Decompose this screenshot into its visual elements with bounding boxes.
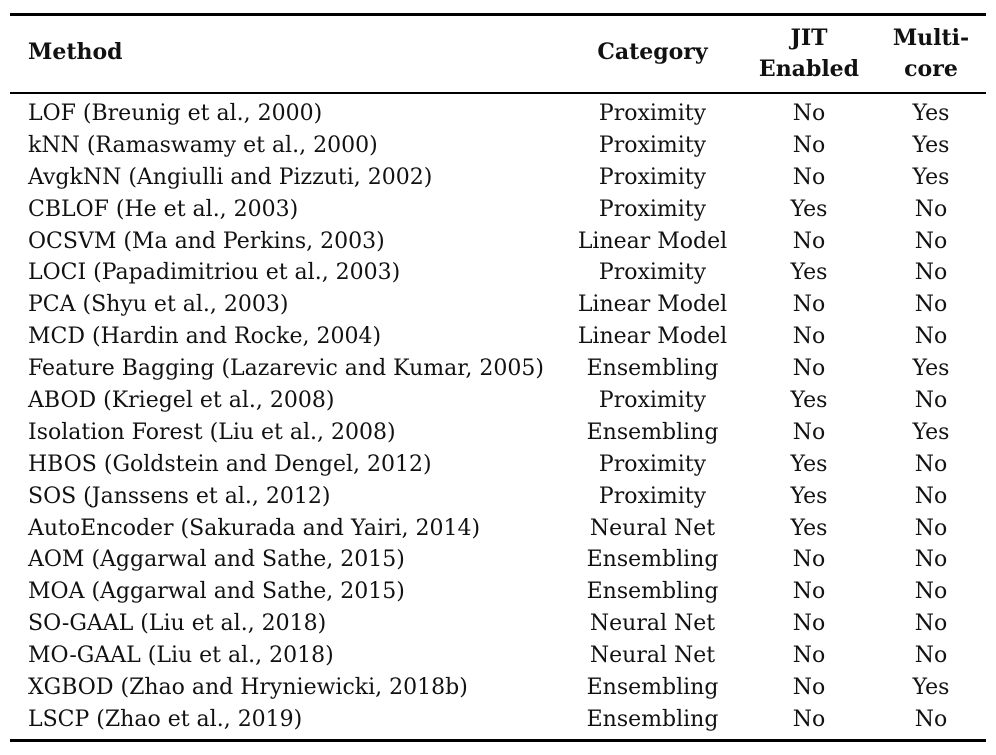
method-cell: MCD (Hardin and Rocke, 2004) xyxy=(28,324,382,350)
method-cell: kNN (Ramaswamy et al., 2000) xyxy=(28,132,378,158)
category-cell: Proximity xyxy=(598,260,707,286)
multicore-cell: Yes xyxy=(912,675,950,701)
multicore-cell: No xyxy=(914,388,948,414)
category-cell: Proximity xyxy=(598,388,707,414)
category-cell: Ensembling xyxy=(586,547,719,573)
header-category: Category xyxy=(597,39,708,65)
multicore-cell: Yes xyxy=(912,419,950,445)
table-row xyxy=(0,513,996,545)
header-multicore-line1: Multi- xyxy=(892,25,970,51)
jit-cell: Yes xyxy=(790,483,828,509)
category-cell: Ensembling xyxy=(586,675,719,701)
category-cell: Proximity xyxy=(598,164,707,190)
category-cell: Proximity xyxy=(598,101,707,126)
jit-cell: No xyxy=(792,547,826,573)
table-row xyxy=(0,640,996,672)
method-cell: Isolation Forest (Liu et al., 2008) xyxy=(28,419,396,445)
bottom-rule xyxy=(10,739,986,742)
category-cell: Neural Net xyxy=(589,643,716,669)
jit-cell: Yes xyxy=(790,515,828,541)
category-cell: Neural Net xyxy=(589,611,716,637)
category-cell: Proximity xyxy=(598,483,707,509)
multicore-cell: No xyxy=(914,324,948,350)
table-row xyxy=(0,257,996,289)
table-row xyxy=(0,353,996,385)
table-row xyxy=(0,704,996,736)
multicore-cell: No xyxy=(914,196,948,222)
multicore-cell: No xyxy=(914,579,948,605)
table-row xyxy=(0,449,996,481)
category-cell: Ensembling xyxy=(586,706,719,732)
jit-cell: No xyxy=(792,419,826,445)
jit-cell: Yes xyxy=(790,451,828,477)
multicore-cell: No xyxy=(914,228,948,254)
multicore-cell: Yes xyxy=(912,164,950,190)
multicore-cell: Yes xyxy=(912,101,950,126)
jit-cell: No xyxy=(792,101,826,126)
header-multicore-line2: core xyxy=(904,56,958,82)
jit-cell: Yes xyxy=(790,388,828,414)
multicore-cell: Yes xyxy=(912,356,950,382)
jit-cell: No xyxy=(792,675,826,701)
table-row xyxy=(0,321,996,353)
table-row xyxy=(0,98,996,130)
table-row xyxy=(0,608,996,640)
table-body xyxy=(0,98,996,736)
jit-cell: Yes xyxy=(790,196,828,222)
jit-cell: No xyxy=(792,611,826,637)
method-cell: AutoEncoder (Sakurada and Yairi, 2014) xyxy=(28,515,481,541)
header-method: Method xyxy=(28,39,123,65)
category-cell: Linear Model xyxy=(577,292,728,318)
method-cell: AvgkNN (Angiulli and Pizzuti, 2002) xyxy=(28,164,433,190)
multicore-cell: No xyxy=(914,292,948,318)
jit-cell: No xyxy=(792,324,826,350)
jit-cell: No xyxy=(792,643,826,669)
method-cell: CBLOF (He et al., 2003) xyxy=(28,196,299,222)
table-row xyxy=(0,672,996,704)
table-row xyxy=(0,226,996,258)
multicore-cell: No xyxy=(914,483,948,509)
method-cell: LOCI (Papadimitriou et al., 2003) xyxy=(28,260,401,286)
jit-cell: Yes xyxy=(790,260,828,286)
category-cell: Ensembling xyxy=(586,419,719,445)
method-cell: OCSVM (Ma and Perkins, 2003) xyxy=(28,228,385,254)
header-jit-line1: JIT xyxy=(790,25,828,51)
category-cell: Proximity xyxy=(598,451,707,477)
category-cell: Linear Model xyxy=(577,324,728,350)
jit-cell: No xyxy=(792,228,826,254)
category-cell: Ensembling xyxy=(586,356,719,382)
multicore-cell: Yes xyxy=(912,132,950,158)
method-cell: HBOS (Goldstein and Dengel, 2012) xyxy=(28,451,432,477)
method-cell: XGBOD (Zhao and Hryniewicki, 2018b) xyxy=(28,675,468,701)
method-cell: LOF (Breunig et al., 2000) xyxy=(28,101,323,126)
jit-cell: No xyxy=(792,356,826,382)
method-cell: SOS (Janssens et al., 2012) xyxy=(28,483,331,509)
method-cell: PCA (Shyu et al., 2003) xyxy=(28,292,289,318)
multicore-cell: No xyxy=(914,706,948,732)
jit-cell: No xyxy=(792,579,826,605)
multicore-cell: No xyxy=(914,643,948,669)
table-row xyxy=(0,481,996,513)
method-cell: ABOD (Kriegel et al., 2008) xyxy=(28,388,335,414)
jit-cell: No xyxy=(792,132,826,158)
multicore-cell: No xyxy=(914,451,948,477)
table-row xyxy=(0,576,996,608)
category-cell: Neural Net xyxy=(589,515,716,541)
header-jit-enabled xyxy=(745,23,873,85)
table-row xyxy=(0,417,996,449)
category-cell: Ensembling xyxy=(586,579,719,605)
multicore-cell: No xyxy=(914,547,948,573)
category-cell: Linear Model xyxy=(577,228,728,254)
table-row xyxy=(0,289,996,321)
table-row xyxy=(0,130,996,162)
table-row xyxy=(0,162,996,194)
method-cell: Feature Bagging (Lazarevic and Kumar, 2005) xyxy=(28,356,544,382)
header-jit-line2: Enabled xyxy=(758,56,860,82)
method-cell: LSCP (Zhao et al., 2019) xyxy=(28,706,303,732)
category-cell: Proximity xyxy=(598,196,707,222)
method-cell: SO-GAAL (Liu et al., 2018) xyxy=(28,611,327,637)
jit-cell: No xyxy=(792,706,826,732)
table-row xyxy=(0,194,996,226)
method-cell: MO-GAAL (Liu et al., 2018) xyxy=(28,643,334,669)
top-rule xyxy=(10,13,986,16)
method-cell: AOM (Aggarwal and Sathe, 2015) xyxy=(28,547,405,573)
multicore-cell: No xyxy=(914,515,948,541)
multicore-cell: No xyxy=(914,611,948,637)
header-multicore xyxy=(872,23,990,85)
category-cell: Proximity xyxy=(598,132,707,158)
jit-cell: No xyxy=(792,292,826,318)
jit-cell: No xyxy=(792,164,826,190)
method-cell: MOA (Aggarwal and Sathe, 2015) xyxy=(28,579,405,605)
table-row xyxy=(0,385,996,417)
multicore-cell: No xyxy=(914,260,948,286)
table-row xyxy=(0,544,996,576)
header-rule xyxy=(10,92,986,94)
